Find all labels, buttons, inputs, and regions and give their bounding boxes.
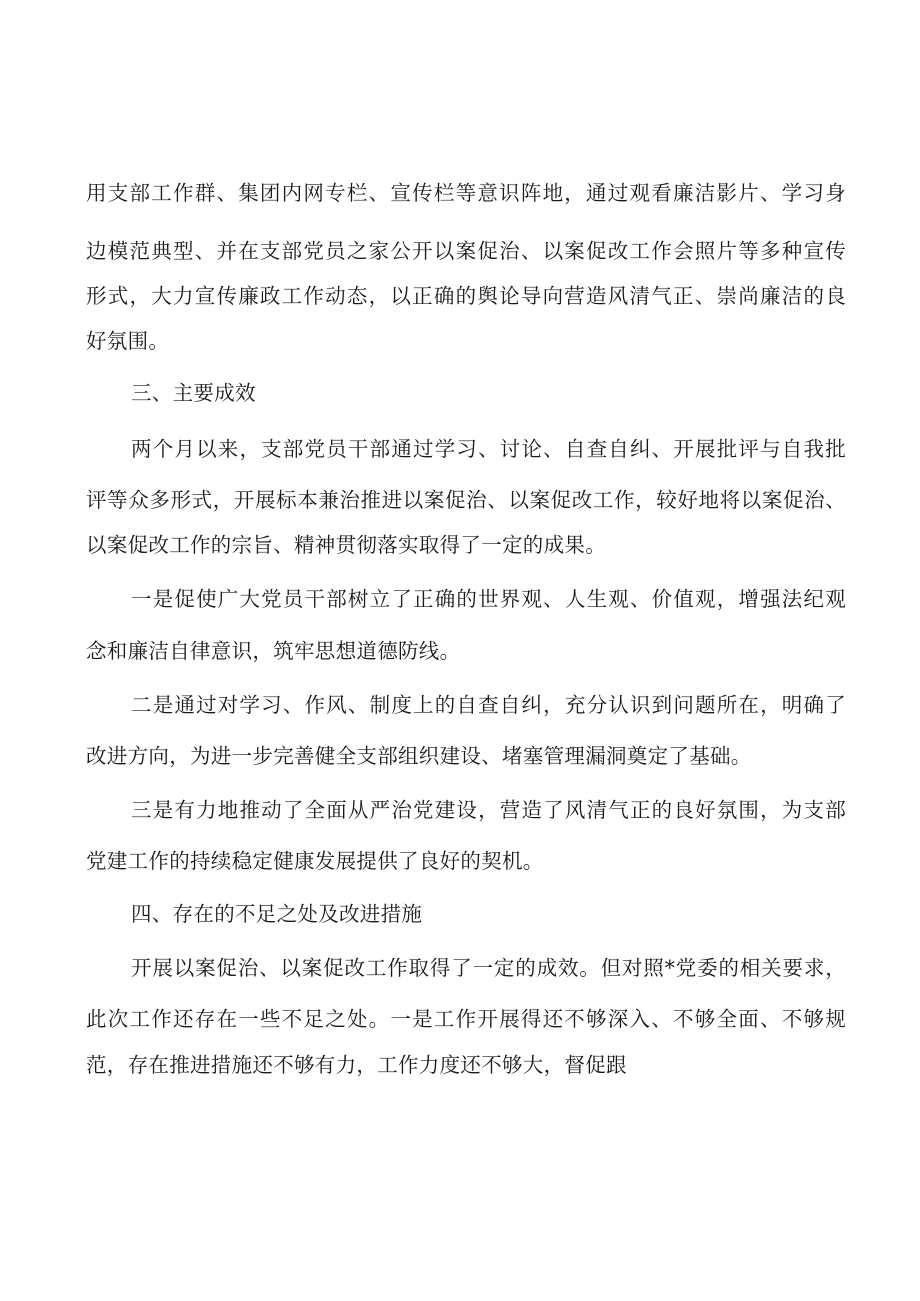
text-line: 党建工作的持续稳定健康发展提供了良好的契机。 <box>86 849 544 873</box>
text-line: 好氛围。 <box>86 329 170 353</box>
text-line: 三是有力地推动了全面从严治党建设，营造了风清气正的良好氛围，为支部 <box>131 798 846 822</box>
section-heading: 三、主要成效 <box>131 381 256 405</box>
text-line: 二是通过对学习、作风、制度上的自查自纠，充分认识到问题所在，明确了 <box>131 693 846 717</box>
text-line: 此次工作还存在一些不足之处。一是工作开展得还不够深入、不够全面、不够规 <box>86 1007 846 1031</box>
text-line: 两个月以来，支部党员干部通过学习、讨论、自查自纠、开展批评与自我批 <box>131 437 846 461</box>
text-line: 范，存在推进措施还不够有力，工作力度还不够大，督促跟 <box>86 1053 627 1077</box>
text-line: 边模范典型、并在支部党员之家公开以案促治、以案促改工作会照片等多种宣传 <box>86 239 846 263</box>
text-line: 念和廉洁自律意识，筑牢思想道德防线。 <box>86 639 461 663</box>
text-line: 以案促改工作的宗旨、精神贯彻落实取得了一定的成果。 <box>86 533 606 557</box>
text-line: 形式，大力宣传廉政工作动态，以正确的舆论导向营造风清气正、崇尚廉洁的良 <box>86 284 846 308</box>
text-line: 评等众多形式，开展标本兼治推进以案促治、以案促改工作，较好地将以案促治、 <box>86 488 846 512</box>
text-line: 开展以案促治、以案促改工作取得了一定的成效。但对照*党委的相关要求， <box>131 956 846 980</box>
text-line: 改进方向，为进一步完善健全支部组织建设、堵塞管理漏洞奠定了基础。 <box>86 744 752 768</box>
text-line: 一是促使广大党员干部树立了正确的世界观、人生观、价值观，增强法纪观 <box>131 587 846 611</box>
text-line: 用支部工作群、集团内网专栏、宣传栏等意识阵地，通过观看廉洁影片、学习身 <box>86 181 846 205</box>
section-heading: 四、存在的不足之处及改进措施 <box>131 902 423 926</box>
